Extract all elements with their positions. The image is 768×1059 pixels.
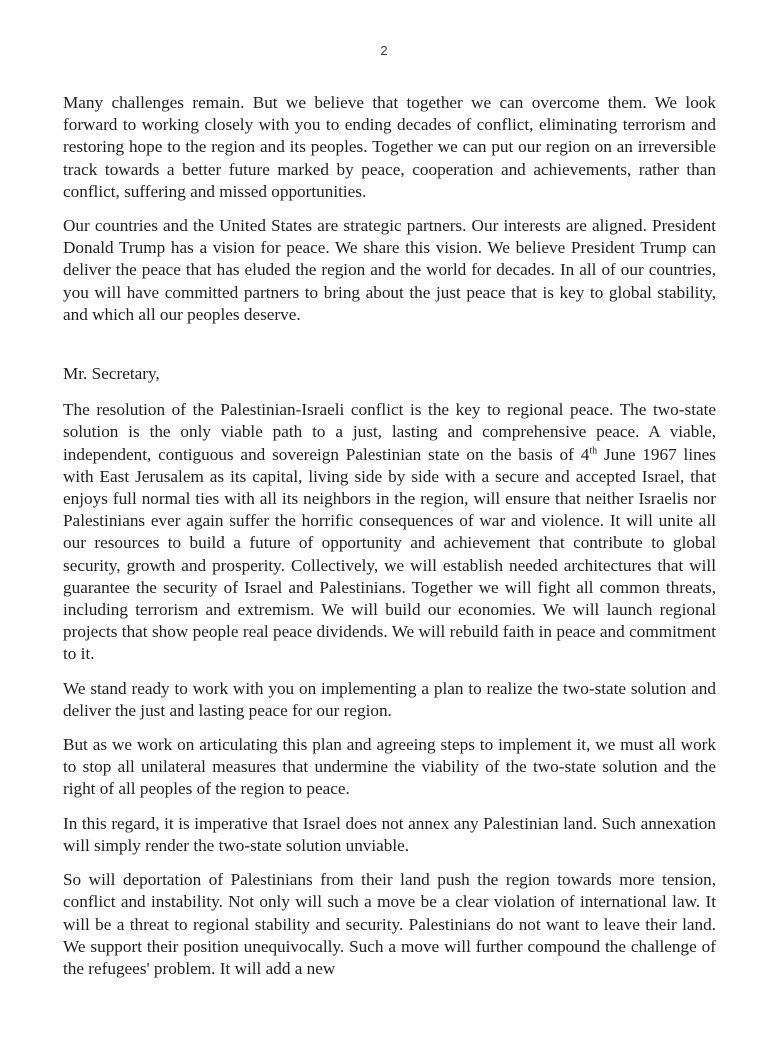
- paragraph-deportation: So will deportation of Palestinians from their land push the region towards more tension, conflict and instability. Not only will such a move be a clear violation of international law. It will be a threat to regional stability and security. Palestinians do not want to leave their land. We support their position unequivocally. Such a move will further compound the challenge of the refugees' problem. It will add a new: [63, 870, 716, 978]
- paragraph-two-state-solution: [63, 399, 716, 665]
- page-number: 2: [380, 43, 388, 58]
- paragraph-two-state-solution-part2: June 1967 lines with East Jerusalem as its capital, living side by side with a secure and accepted Israel, that enjoys full normal ties with all its neighbors in the region, will ensure that neither Israelis nor Palestinians ever again suffer the horrific consequences of war and violence. It will unite all our resources to build a future of opportunity and achievement that contribute to global security, growth and prosperity. Collectively, we will establish needed architectures that will guarantee the security of Israel and Palestinians. Together we will fight all common threats, including terrorism and extremism. We will build our economies. We will launch regional projects that show people real peace dividends. We will rebuild faith in peace and commitment to it.: [63, 444, 716, 664]
- salutation: Mr. Secretary,: [63, 364, 160, 384]
- ordinal-superscript: th: [589, 444, 598, 456]
- letter-body: [63, 92, 716, 992]
- paragraph-annexation: In this regard, it is imperative that Israel does not annex any Palestinian land. Such annexation will simply render the two-state solution unviable.: [63, 813, 716, 855]
- paragraph-unilateral-measures: But as we work on articulating this plan and agreeing steps to implement it, we must all work to stop all unilateral measures that undermine the viability of the two-state solution and the right of all peoples of the region to peace.: [63, 735, 716, 799]
- paragraph-stand-ready: We stand ready to work with you on implementing a plan to realize the two-state solution and deliver the just and lasting peace for our region.: [63, 678, 716, 720]
- paragraph-two-state-solution-part1: The resolution of the Palestinian-Israeli conflict is the key to regional peace. The two-state solution is the only viable path to a just, lasting and comprehensive peace. A viable, independent, contiguous and sovereign Palestinian state on the basis of 4: [63, 400, 716, 464]
- paragraph-strategic-partners: Our countries and the United States are strategic partners. Our interests are aligned. President Donald Trump has a vision for peace. We share this vision. We believe President Trump can deliver the peace that has eluded the region and the world for decades. In all of our countries, you will have committed partners to bring about the just peace that is key to global stability, and which all our peoples deserve.: [63, 216, 716, 324]
- paragraph-challenges: Many challenges remain. But we believe that together we can overcome them. We look forward to working closely with you to ending decades of conflict, eliminating terrorism and restoring hope to the region and its peoples. Together we can put our region on an irreversible track towards a better future marked by peace, cooperation and achievements, rather than conflict, suffering and missed opportunities.: [63, 93, 716, 201]
